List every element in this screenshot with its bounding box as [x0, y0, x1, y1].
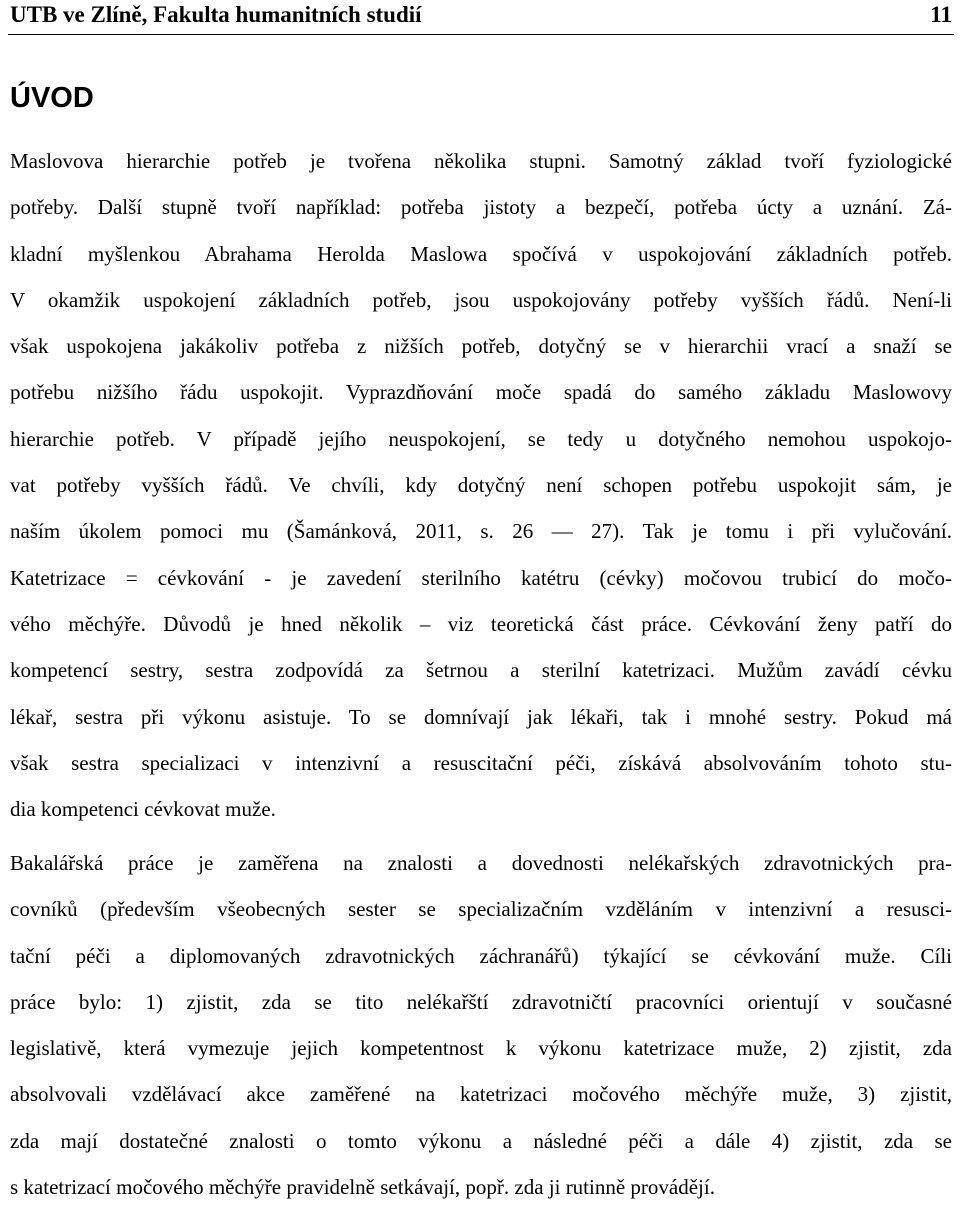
- paragraph-line: kladní myšlenkou Abrahama Herolda Maslowa spočívá v uspokojování základních potřeb.: [10, 241, 952, 266]
- paragraph-line: s katetrizací močového měchýře pravidelně setkávají, popř. zda ji rutinně provádějí.: [10, 1175, 715, 1200]
- paragraph-line: vého měchýře. Důvodů je hned několik – viz teoretická část práce. Cévkování ženy patří do: [10, 611, 952, 636]
- running-header: [10, 0, 952, 32]
- paragraph-line: legislativě, která vymezuje jejich kompetentnost k výkonu katetrizace muže, 2) zjistit, zda: [10, 1036, 952, 1061]
- paragraph-line: však uspokojena jakákoliv potřeba z nižších potřeb, dotyčný se v hierarchii vrací a snaží se: [10, 334, 952, 359]
- paragraph-line: lékař, sestra při výkonu asistuje. To se domnívají jak lékaři, tak i mnohé sestry. Pokud má: [10, 704, 952, 729]
- paragraph-2: [10, 840, 952, 1210]
- paragraph-line: Maslovova hierarchie potřeb je tvořena několika stupni. Samotný základ tvoří fyziologické: [10, 149, 952, 173]
- paragraph-line: absolvovali vzdělávací akce zaměřené na katetrizaci močového měchýře muže, 3) zjistit,: [10, 1082, 952, 1107]
- paragraph-1: [10, 138, 952, 832]
- paragraph-line: kompetencí sestry, sestra zodpovídá za šetrnou a sterilní katetrizaci. Mužům zavádí cévku: [10, 658, 952, 683]
- paragraph-line: potřebu nižšího řádu uspokojit. Vyprazdňování moče spadá do samého základu Maslowovy: [10, 380, 952, 405]
- paragraph-line: práce bylo: 1) zjistit, zda se tito nelékařští zdravotničtí pracovníci orientují v současné: [10, 989, 952, 1014]
- paragraph-line: V okamžik uspokojení základních potřeb, jsou uspokojovány potřeby vyšších řádů. Není-li: [10, 287, 952, 312]
- paragraph-line: naším úkolem pomoci mu (Šamánková, 2011, s. 26 — 27). Tak je tomu i při vylučování.: [10, 519, 952, 544]
- paragraph-line: vat potřeby vyšších řádů. Ve chvíli, kdy dotyčný není schopen potřebu uspokojit sám, je: [10, 473, 952, 498]
- paragraph-line: hierarchie potřeb. V případě jejího neuspokojení, se tedy u dotyčného nemohou uspokojo-: [10, 426, 952, 451]
- header-page-number: 11: [930, 2, 952, 27]
- paragraph-line: Katetrizace = cévkování - je zavedení sterilního katétru (cévky) močovou trubicí do močo-: [10, 565, 952, 590]
- section-heading: ÚVOD: [10, 82, 94, 114]
- paragraph-line: Bakalářská práce je zaměřena na znalosti a dovednosti nelékařských zdravotnických pra-: [10, 851, 952, 875]
- header-rule: [8, 34, 954, 35]
- paragraph-line: dia kompetenci cévkovat muže.: [10, 797, 276, 822]
- paragraph-line: covníků (především všeobecných sester se specializačním vzděláním v intenzivní a resusci-: [10, 897, 952, 922]
- header-institution: UTB ve Zlíně, Fakulta humanitních studií: [10, 2, 422, 27]
- paragraph-line: zda mají dostatečné znalosti o tomto výkonu a následné péči a dále 4) zjistit, zda se: [10, 1128, 952, 1153]
- paragraph-line: však sestra specializaci v intenzivní a resuscitační péči, získává absolvováním tohoto stu-: [10, 750, 952, 775]
- paragraph-line: tační péči a diplomovaných zdravotnických záchranářů) týkající se cévkování muže. Cíli: [10, 943, 952, 968]
- paragraph-line: potřeby. Další stupně tvoří například: potřeba jistoty a bezpečí, potřeba úcty a uznání. Zá-: [10, 195, 952, 220]
